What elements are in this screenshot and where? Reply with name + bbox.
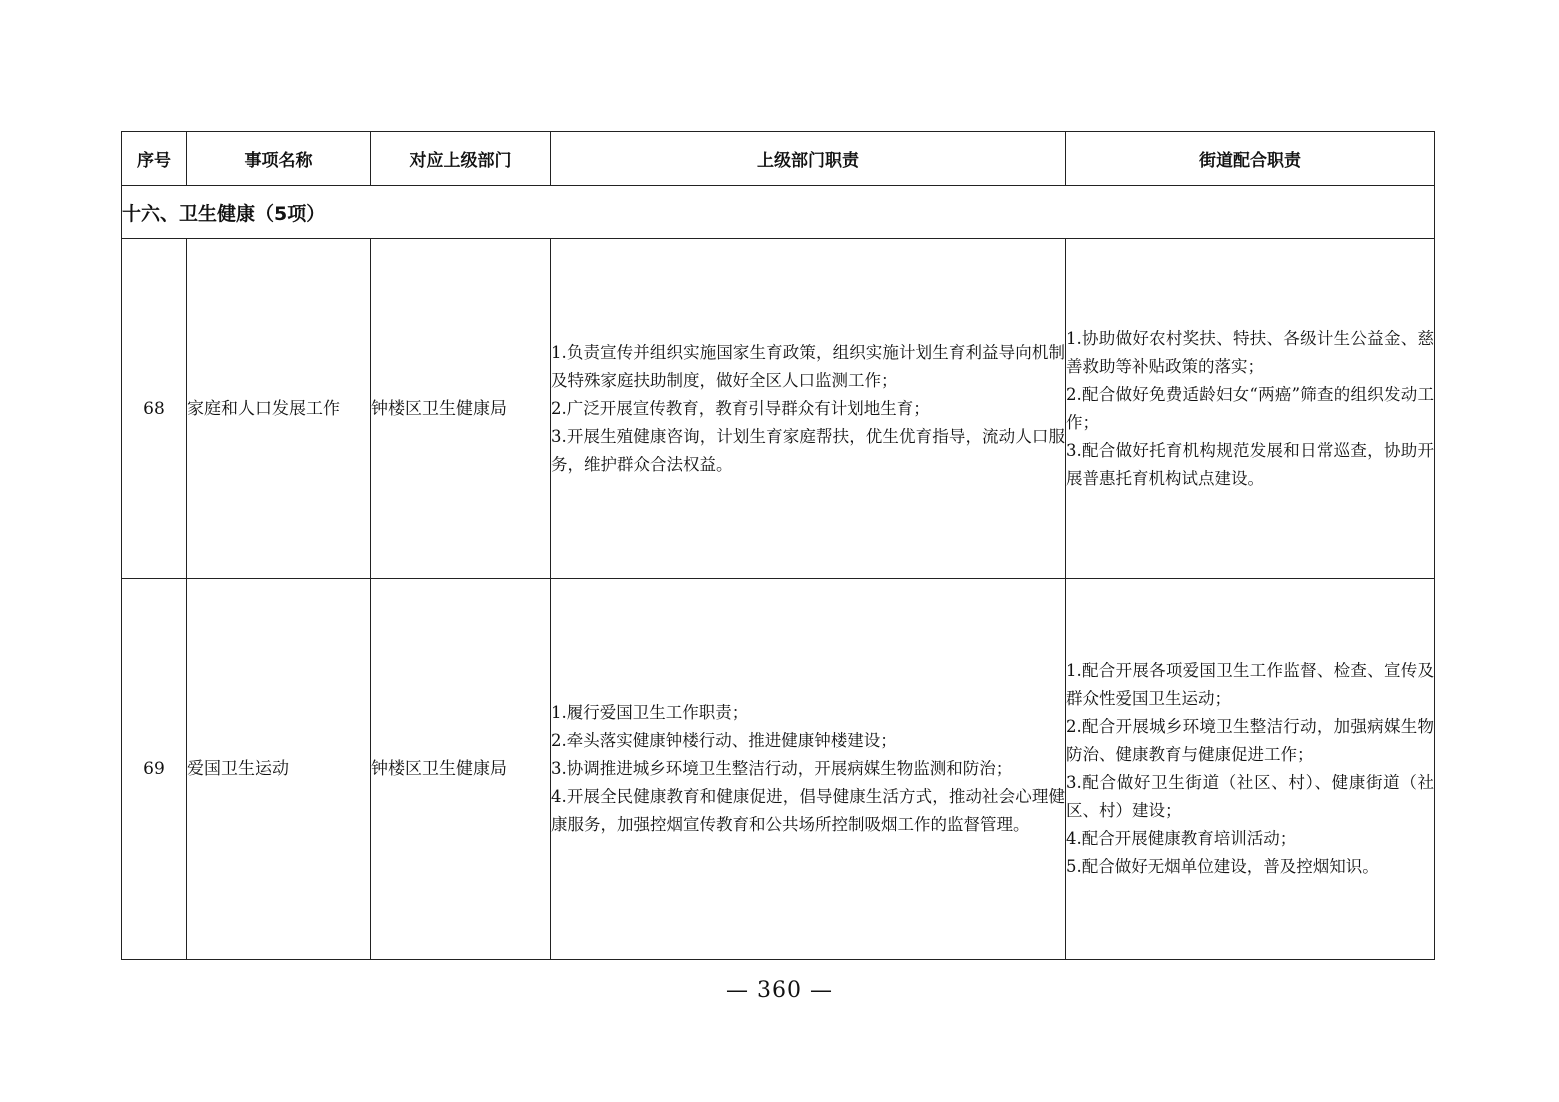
row-upper-duties xyxy=(551,579,1066,960)
table-row xyxy=(122,239,1435,579)
duty-line: 2.配合做好免费适龄妇女“两癌”筛查的组织发动工作； xyxy=(1066,384,1434,432)
row-street-duties xyxy=(1066,579,1435,960)
section-title: 十六、卫生健康（5项） xyxy=(122,186,1435,239)
duty-line: 3.协调推进城乡环境卫生整洁行动，开展病媒生物监测和防治； xyxy=(551,759,1013,778)
duty-line: 2.广泛开展宣传教育，教育引导群众有计划地生育； xyxy=(551,398,930,418)
table-row xyxy=(122,579,1435,960)
row-item-name: 家庭和人口发展工作 xyxy=(187,239,371,579)
row-seq: 68 xyxy=(122,239,187,579)
duty-line: 3.配合做好卫生街道（社区、村）、健康街道（社区、村）建设； xyxy=(1066,773,1434,820)
duty-line: 1.履行爱国卫生工作职责； xyxy=(551,703,749,722)
duty-line: 4.开展全民健康教育和健康促进，倡导健康生活方式，推动社会心理健康服务，加强控烟宣传教育和公共场所控制吸烟工作的监督管理。 xyxy=(551,787,1065,834)
row-item-name: 爱国卫生运动 xyxy=(187,579,371,960)
header-dept: 对应上级部门 xyxy=(371,132,551,186)
header-item-name: 事项名称 xyxy=(187,132,371,186)
header-seq: 序号 xyxy=(122,132,187,186)
duty-line: 4.配合开展健康教育培训活动； xyxy=(1066,829,1297,848)
duty-line: 2.牵头落实健康钟楼行动、推进健康钟楼建设； xyxy=(551,731,897,750)
section-row xyxy=(122,186,1435,239)
duty-line: 3.配合做好托育机构规范发展和日常巡查，协助开展普惠托育机构试点建设。 xyxy=(1066,440,1434,488)
page-number: — 360 — xyxy=(726,978,833,1003)
row-dept: 钟楼区卫生健康局 xyxy=(371,579,551,960)
row-dept: 钟楼区卫生健康局 xyxy=(371,239,551,579)
duty-line: 5.配合做好无烟单位建设，普及控烟知识。 xyxy=(1066,857,1379,876)
duty-line: 1.配合开展各项爱国卫生工作监督、检查、宣传及群众性爱国卫生运动； xyxy=(1066,661,1434,708)
row-seq: 69 xyxy=(122,579,187,960)
row-upper-duties xyxy=(551,239,1066,579)
header-upper-duty: 上级部门职责 xyxy=(551,132,1066,186)
duty-line: 1.负责宣传并组织实施国家生育政策，组织实施计划生育利益导向机制及特殊家庭扶助制度，做好全区人口监测工作； xyxy=(551,342,1065,390)
header-street-duty: 街道配合职责 xyxy=(1066,132,1435,186)
duty-line: 2.配合开展城乡环境卫生整洁行动，加强病媒生物防治、健康教育与健康促进工作； xyxy=(1066,717,1434,764)
duty-line: 1.协助做好农村奖扶、特扶、各级计生公益金、慈善救助等补贴政策的落实； xyxy=(1066,328,1434,376)
duty-line: 3.开展生殖健康咨询，计划生育家庭帮扶，优生优育指导，流动人口服务，维护群众合法权益。 xyxy=(551,426,1065,474)
duties-table xyxy=(121,131,1435,960)
row-street-duties xyxy=(1066,239,1435,579)
table-header-row xyxy=(122,132,1435,186)
